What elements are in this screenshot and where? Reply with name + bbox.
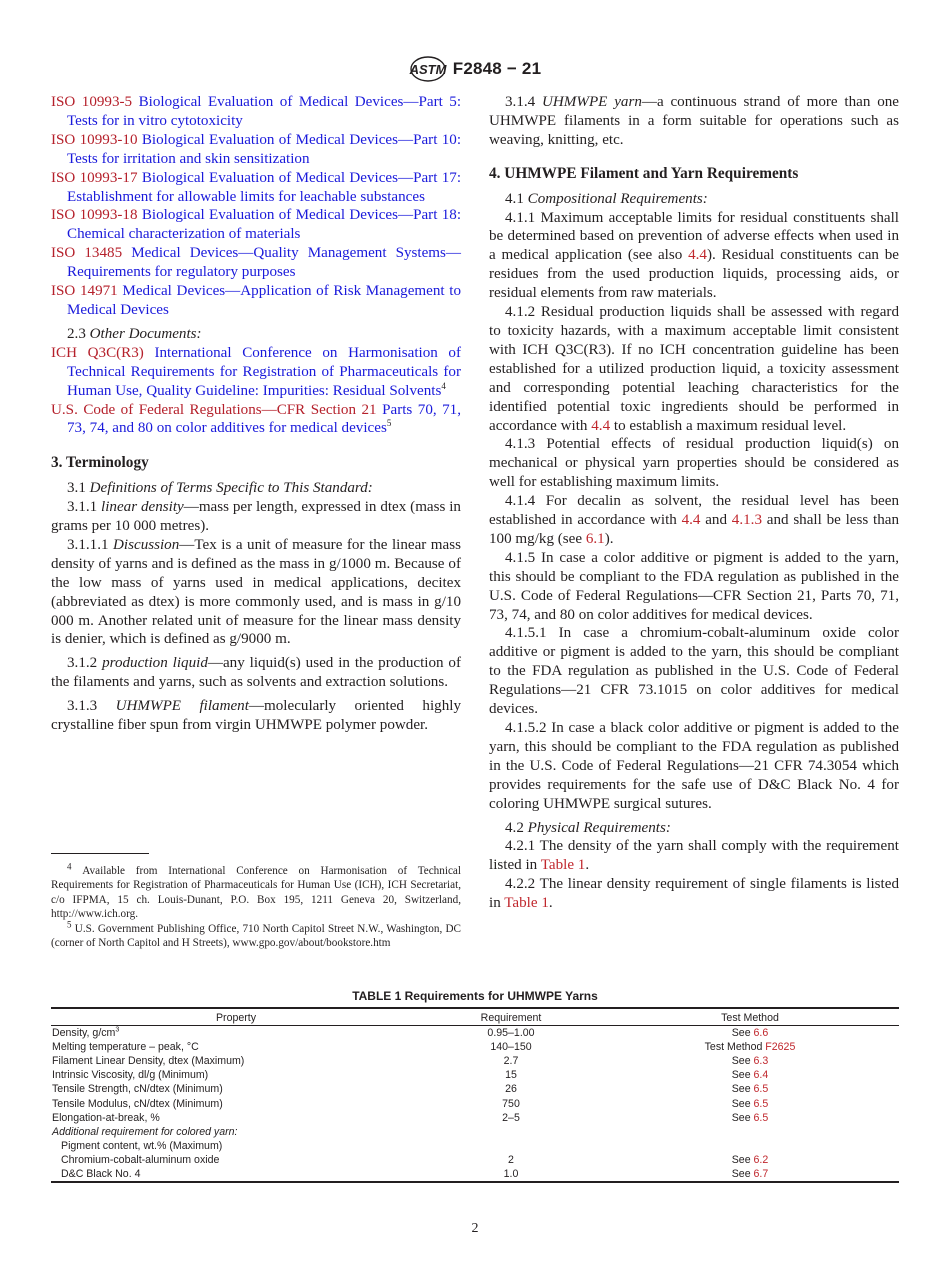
section-number: 3.1.3 [67, 698, 98, 715]
section-number: 3.1.4 [505, 94, 536, 110]
section-label: Compositional Requirements: [527, 190, 708, 207]
method-prefix: See [731, 1055, 754, 1068]
test-method-link[interactable]: 6.5 [753, 1097, 769, 1110]
requirement-cell: 26 [505, 1083, 517, 1096]
section-label: Definitions of Terms Specific to This Standard: [89, 480, 373, 497]
cross-reference-link[interactable]: 4.4 [591, 417, 611, 434]
paragraph-3-1-1 [51, 498, 461, 536]
definition-text: —Tex is a unit of measure for the linear mass density of yarns and is defined as the mass in g/1000 m. Because of the low mass of yarns used in medical applications, decitex (abbreviated as dtex) is more commonly used, and is mass in g/10 000 m. Another related unit of measure for the linear mass density is denier, which is defined as g/9000 m. [51, 536, 461, 648]
paragraph-text: 4.2.1 The density of the yarn shall comply with the requirement listed in [489, 838, 899, 874]
astm-logo-icon [409, 55, 447, 83]
section-number: 4.2 [505, 819, 524, 836]
reference-link[interactable]: U.S. Code of Federal Regulations—CFR Section 21 [51, 401, 377, 418]
requirement-cell [421, 1125, 601, 1139]
property-cell: Chromium-cobalt-aluminum oxide [61, 1153, 220, 1166]
reference-title[interactable]: International Conference on Harmonisation of Technical Requirements for Registration of Pharmaceuticals for Human Use, Quality Guideline: Impurities: Residual Solvents [67, 344, 462, 399]
property-text: Density, g/cm [52, 1027, 116, 1040]
reference-link[interactable]: ISO 10993-5 [51, 94, 133, 110]
footnote-divider [51, 853, 149, 854]
test-method-link[interactable]: 6.5 [753, 1111, 769, 1124]
paragraph-4-1-3: 4.1.3 Potential effects of residual production liquid(s) on mechanical or physical yarn properties should be considered as well for establishing maximum limits. [489, 436, 899, 491]
paragraph-text: 4.1.1 Maximum acceptable limits for residual constituents shall be determined based on prevention of adverse effects when used in a medical application (see also [489, 209, 899, 264]
table-row [51, 1026, 899, 1041]
footnote-4 [51, 861, 462, 922]
test-method-link[interactable]: 6.2 [753, 1153, 769, 1166]
reference-iso-10993-5 [51, 93, 461, 131]
column-header-test-method: Test Method [601, 1008, 899, 1026]
paragraph-text: . [585, 857, 590, 874]
reference-title[interactable]: Biological Evaluation of Medical Devices—Part 5: Tests for in vitro cytotoxicity [67, 94, 462, 129]
requirements-table [51, 1007, 899, 1183]
section-4-heading: 4. UHMWPE Filament and Yarn Requirements [489, 164, 799, 182]
paragraph-text: ). Residual constituents can be residues from the used production liquids, processing aids, or residual elements from raw materials. [489, 247, 900, 302]
test-method-cell [601, 1026, 899, 1041]
table-row [51, 1068, 899, 1082]
reference-link[interactable]: ISO 10993-17 [51, 169, 138, 186]
table-row [51, 1054, 899, 1068]
table-reference-link[interactable]: Table 1 [504, 895, 549, 912]
paragraph-text: 4.1.2 Residual production liquids shall be assessed with regard to toxicity hazards, with a maximum acceptable limit consistent with ICH Q3C(R3). If no ICH concentration guideline has been established for a utilized production liquid, a toxicity assessment and corresponding potential leaching characteristics for the identified potential toxic ingredients should be performed in accordance with [489, 304, 899, 434]
reference-iso-10993-10 [51, 131, 461, 169]
reference-iso-10993-17 [51, 169, 461, 207]
method-prefix: See [731, 1069, 754, 1082]
requirement-cell: 140–150 [490, 1041, 532, 1054]
section-label: Other Documents: [89, 325, 202, 342]
table-row [51, 1111, 899, 1125]
paragraph-4-1-4 [489, 492, 899, 549]
property-cell: D&C Black No. 4 [61, 1168, 141, 1181]
paragraph-text: . [548, 895, 553, 912]
definition-text: —molecularly oriented highly crystalline fiber spun from virgin UHMWPE polymer powder. [51, 698, 461, 734]
section-3-heading: 3. Terminology [51, 454, 149, 472]
table-1-title: TABLE 1 Requirements for UHMWPE Yarns [352, 989, 598, 1003]
paragraph-4-1 [489, 190, 899, 209]
paragraph-4-1-5: 4.1.5 In case a color additive or pigment is added to the yarn, this should be compliant to the FDA regulation as published in the U.S. Code of Federal Regulations—CFR Section 21, Parts 70, 71, 73, 74, and 80 on color additives for medical devices. [489, 549, 899, 623]
method-prefix: See [731, 1083, 754, 1096]
footnote-marker[interactable]: 5 [386, 418, 392, 429]
test-method-link[interactable]: F2625 [765, 1041, 796, 1054]
paragraph-4-2-2 [489, 875, 899, 913]
test-method-cell [601, 1125, 899, 1139]
table-reference-link[interactable]: Table 1 [540, 857, 586, 874]
property-cell [51, 1026, 421, 1041]
paragraph-4-1-5-2: 4.1.5.2 In case a black color additive or pigment is added to the yarn, this should be compliant to the FDA regulation as published in the U.S. Code of Federal Regulations—21 CFR 74.3054 which provides requirements for the safe use of D&C Black No. 4 for coloring UHMWPE surgical sutures. [489, 720, 899, 812]
right-column [489, 93, 899, 913]
section-number: 3.1.2 [67, 655, 98, 672]
paragraph-4-2 [489, 819, 899, 838]
reference-title[interactable]: Biological Evaluation of Medical Devices—Part 18: Chemical characterization of materials [67, 207, 462, 243]
defined-term: production liquid [102, 655, 208, 672]
reference-iso-10993-18 [51, 206, 461, 244]
test-method-cell [601, 1068, 899, 1082]
method-prefix: See [731, 1168, 754, 1181]
section-number: 3.1.1 [67, 499, 98, 516]
reference-title[interactable]: Biological Evaluation of Medical Devices—Part 10: Tests for irritation and skin sensitization [67, 131, 462, 167]
method-prefix: See [731, 1153, 754, 1166]
table-row [51, 1153, 899, 1167]
property-cell: Pigment content, wt.% (Maximum) [61, 1139, 223, 1152]
section-number: 3.1 [67, 480, 86, 497]
property-cell: Tensile Modulus, cN/dtex (Minimum) [52, 1097, 223, 1110]
table-row [51, 1139, 899, 1153]
reference-title[interactable]: Parts 70, 71, 73, 74, and 80 on color additives for medical devices [67, 401, 461, 437]
definition-text: —a continuous strand of more than one UHMWPE filaments in a form suitable for operations such as weaving, knitting, etc. [489, 94, 900, 148]
paragraph-3-1-2 [51, 654, 461, 692]
test-method-link[interactable]: 6.7 [753, 1168, 769, 1181]
test-method-link[interactable]: 6.5 [753, 1083, 769, 1096]
defined-term: UHMWPE filament [115, 698, 249, 715]
footnotes [51, 861, 462, 950]
requirement-cell: 750 [502, 1097, 520, 1110]
property-cell: Intrinsic Viscosity, dl/g (Minimum) [52, 1069, 209, 1082]
section-number: 4.1 [505, 190, 524, 207]
reference-link[interactable]: ISO 14971 [51, 283, 118, 300]
paragraph-text: and [700, 512, 732, 529]
test-method-link[interactable]: 6.4 [753, 1069, 769, 1082]
method-prefix: See [731, 1111, 754, 1124]
paragraph-4-1-5-1: 4.1.5.1 In case a chromium-cobalt-aluminum oxide color additive or pigment is added to the yarn, this should be compliant to the FDA regulation as published in the U.S. Code of Federal Regulations—21 CFR 73.1015 on color additives for medical devices. [489, 625, 899, 718]
method-prefix: See [731, 1097, 754, 1110]
requirement-cell: 2.7 [503, 1055, 519, 1068]
paragraph-text: ). [604, 530, 614, 547]
reference-link[interactable]: ISO 10993-18 [51, 207, 138, 224]
defined-term: UHMWPE yarn [542, 94, 642, 110]
footnote-text: Available from International Conference on Harmonisation of Technical Requirements for Registration of Pharmaceuticals for Human Use (ICH), ICH Secretariat, c/o IFPMA, 15 ch. Louis-Dunant, P.O. Box 195, 1211 Geneva 20, Switzerland, http://www.ich.org. [51, 865, 462, 921]
definition-text: —mass per length, expressed in dtex (mass in grams per 10 000 metres). [51, 499, 461, 535]
page-number: 2 [471, 1221, 479, 1236]
footnote-5 [51, 918, 462, 951]
defined-term: linear density [101, 499, 184, 516]
table-row [51, 1082, 899, 1096]
section-number: 2.3 [67, 325, 86, 342]
footnote-number: 5 [67, 918, 72, 929]
test-method-cell [601, 1082, 899, 1096]
paragraph-4-2-1 [489, 837, 899, 875]
table-row [51, 1097, 899, 1111]
method-prefix: Test Method [704, 1041, 766, 1054]
property-cell: Filament Linear Density, dtex (Maximum) [52, 1055, 245, 1068]
test-method-cell [601, 1040, 899, 1054]
reference-ich-q3c [51, 344, 461, 401]
footnote-text: U.S. Government Publishing Office, 710 North Capitol Street N.W., Washington, DC (corner of North Capitol and H Streets), www.gpo.gov/about/bookstore.htm [51, 922, 462, 950]
reference-link[interactable]: ISO 13485 [51, 245, 123, 262]
test-method-cell [601, 1054, 899, 1068]
section-label: Physical Requirements: [527, 819, 671, 836]
paragraph-3-1 [51, 479, 461, 498]
superscript: 3 [115, 1026, 120, 1034]
definition-text: —any liquid(s) used in the production of the filaments and yarns, such as solvents and extraction solutions. [51, 655, 461, 691]
test-method-cell [601, 1111, 899, 1125]
reference-link[interactable]: ISO 10993-10 [51, 131, 138, 148]
svg-text:ASTM: ASTM [409, 62, 447, 77]
reference-iso-13485 [51, 244, 461, 282]
cross-reference-link[interactable]: 4.4 [681, 512, 701, 529]
requirement-cell: 2–5 [502, 1111, 520, 1124]
requirement-cell [421, 1139, 601, 1153]
method-prefix: See [731, 1027, 754, 1040]
requirement-cell: 15 [505, 1069, 517, 1082]
reference-title[interactable]: Medical Devices—Quality Management Systems—Requirements for regulatory purposes [67, 245, 461, 281]
reference-cfr-21 [51, 401, 461, 439]
reference-iso-14971 [51, 282, 461, 320]
page-header [0, 55, 950, 83]
test-method-cell [601, 1097, 899, 1111]
reference-title[interactable]: Medical Devices—Application of Risk Management to Medical Devices [67, 283, 461, 318]
property-cell: Tensile Strength, cN/dtex (Minimum) [52, 1083, 223, 1096]
reference-title[interactable]: Biological Evaluation of Medical Devices—Part 17: Establishment for allowable limits for leachable substances [67, 169, 462, 205]
requirement-cell: 2 [508, 1153, 514, 1166]
table-header-row [51, 1008, 899, 1026]
test-method-link[interactable]: 6.6 [753, 1027, 769, 1040]
test-method-cell [601, 1153, 899, 1167]
footnote-number: 4 [67, 861, 72, 872]
test-method-cell [601, 1167, 899, 1182]
reference-link[interactable]: ICH Q3C(R3) [51, 344, 144, 361]
requirement-cell: 0.95–1.00 [487, 1027, 535, 1040]
section-number: 3.1.1.1 [67, 536, 109, 553]
paragraph-3-1-3 [51, 697, 461, 735]
cross-reference-link[interactable]: 6.1 [585, 530, 605, 547]
cross-reference-link[interactable]: 4.1.3 [731, 512, 762, 529]
table-row [51, 1125, 899, 1139]
paragraph-text: to establish a maximum residual level. [610, 417, 847, 434]
document-id: F2848 − 21 [452, 59, 542, 78]
table-row [51, 1167, 899, 1182]
column-header-requirement: Requirement [421, 1008, 601, 1026]
requirement-cell: 1.0 [503, 1168, 519, 1181]
paragraph-text: 4.2.2 The linear density requirement of single filaments is listed in [489, 876, 899, 912]
property-cell: Melting temperature – peak, °C [52, 1041, 199, 1054]
left-column [51, 93, 461, 735]
paragraph-3-1-1-1 [51, 536, 461, 649]
paragraph-4-1-2 [489, 303, 899, 435]
test-method-link[interactable]: 6.3 [753, 1055, 769, 1068]
paragraph-text: 4.1.4 For decalin as solvent, the residual level has been established in accordance with [489, 493, 899, 529]
test-method-cell [601, 1139, 899, 1153]
paragraph-text: and shall be less than 100 mg/kg (see [489, 512, 899, 547]
table-row [51, 1040, 899, 1054]
property-cell: Elongation-at-break, % [52, 1111, 160, 1124]
defined-term: Discussion [113, 536, 180, 553]
cross-reference-link[interactable]: 4.4 [688, 247, 707, 264]
paragraph-4-1-1 [489, 209, 899, 304]
subsection-2-3 [51, 325, 461, 344]
footnote-marker[interactable]: 4 [441, 380, 446, 391]
paragraph-3-1-4 [489, 93, 899, 150]
column-header-property: Property [51, 1008, 421, 1026]
property-cell: Additional requirement for colored yarn: [52, 1125, 238, 1138]
